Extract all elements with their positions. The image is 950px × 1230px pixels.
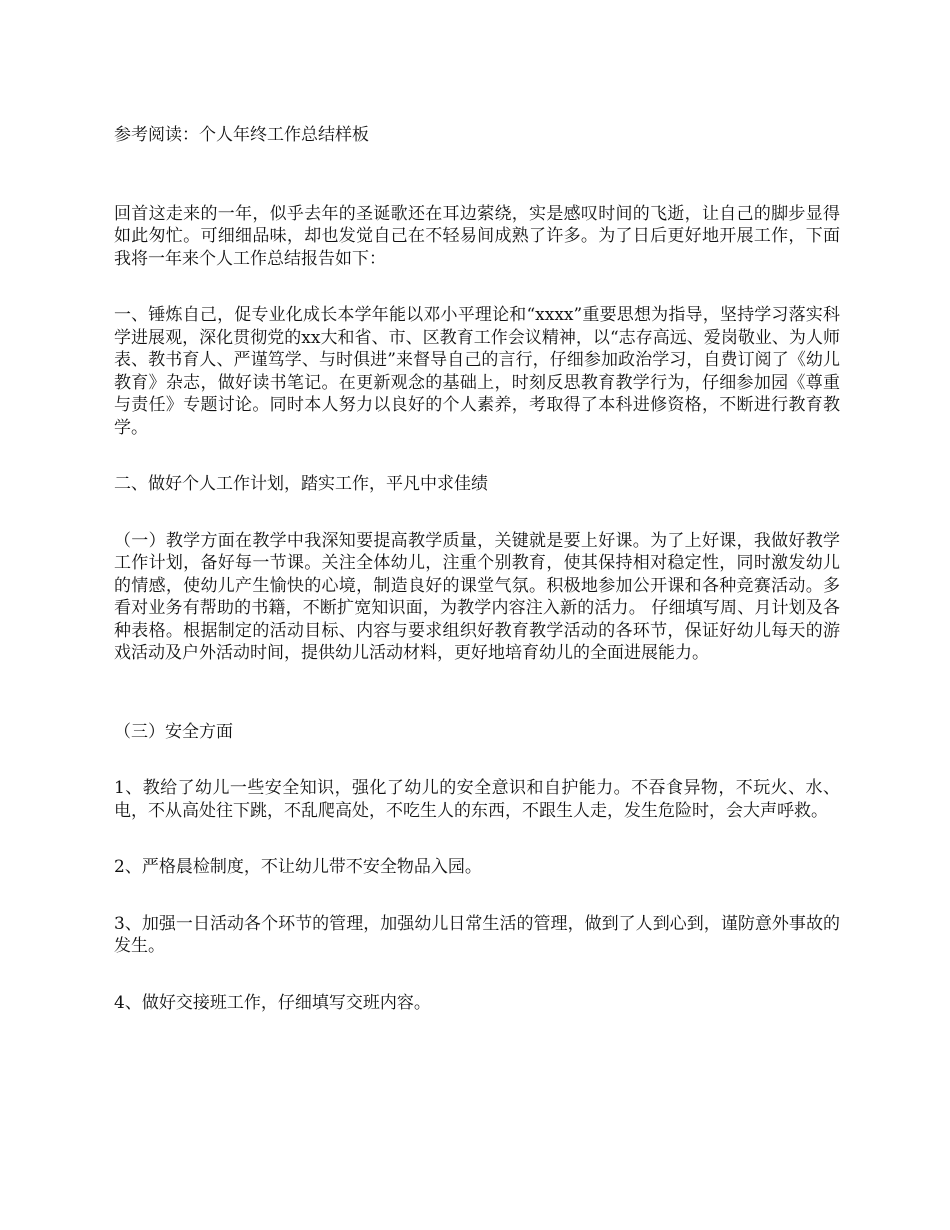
section-one-paragraph: 一、锤炼自己，促专业化成长本学年能以邓小平理论和“xxxx”重要思想为指导，坚持学习落实科学进展观，深化贯彻党的xx大和省、市、区教育工作会议精神，以“志存高远、爱岗敬业、为人师表、教书育人、严谨笃学、与时俱进”来督导自己的言行，仔细参加政治学习，自费订阅了《幼儿教育》杂志，做好读书笔记。在更新观念的基础上，时刻反思教育教学行为，仔细参加园《尊重与责任》专题讨论。同时本人努力以良好的个人素养，考取得了本科进修资格，不断进行教育教学。 [114,305,840,438]
section-two-part-one-paragraph: （一）教学方面在教学中我深知要提高教学质量，关键就是要上好课。为了上好课，我做好教学工作计划，备好每一节课。关注全体幼儿，注重个别教育，使其保持相对稳定性，同时激发幼儿的情感，使幼儿产生愉快的心境，制造良好的课堂气氛。积极地参加公开课和各种竞赛活动。多看对业务有帮助的书籍，不断扩宽知识面，为教学内容注入新的活力。 仔细填写周、月计划及各种表格。根据制定的活动目标、内容与要求组织好教育教学活动的各环节，保证好幼儿每天的游戏活动及户外活动时间，提供幼儿活动材料，更好地培育幼儿的全面进展能力。 [114,530,840,663]
document-body [114,124,840,1048]
document-title: 参考阅读：个人年终工作总结样板 [114,125,369,145]
safety-item-1: 1、教给了幼儿一些安全知识，强化了幼儿的安全意识和自护能力。不吞食异物，不玩火、水、电，不从高处往下跳，不乱爬高处，不吃生人的东西，不跟生人走，发生危险时，会大声呼救。 [114,778,840,821]
safety-item-4: 4、做好交接班工作，仔细填写交班内容。 [114,992,431,1013]
section-three-heading: （三）安全方面 [114,721,233,742]
intro-paragraph: 回首这走来的一年，似乎去年的圣诞歌还在耳边萦绕，实是感叹时间的飞逝，让自己的脚步显得如此匆忙。可细细品味，却也发觉自己在不轻易间成熟了许多。为了日后更好地开展工作，下面我将一年来个人工作总结报告如下： [114,203,840,269]
safety-item-2: 2、严格晨检制度，不让幼儿带不安全物品入园。 [114,857,482,877]
safety-item-3: 3、加强一日活动各个环节的管理，加强幼儿日常生活的管理，做到了人到心到，谨防意外事故的发生。 [114,913,840,956]
section-two-heading: 二、做好个人工作计划，踏实工作，平凡中求佳绩 [114,474,488,494]
